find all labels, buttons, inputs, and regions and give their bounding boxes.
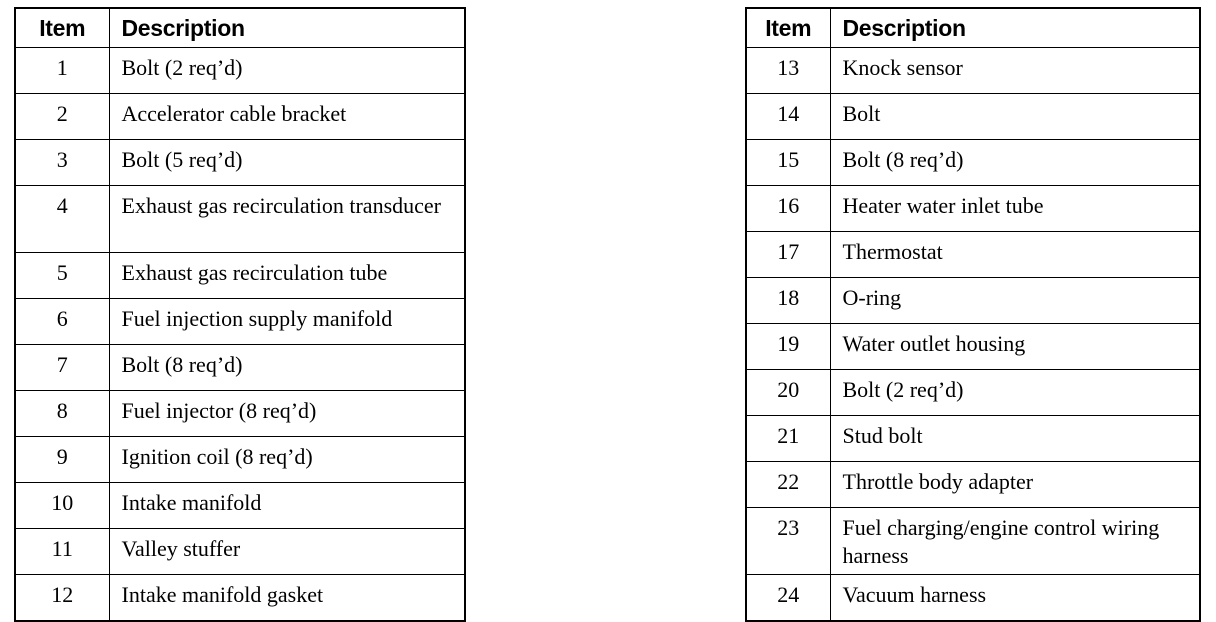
table-row: [746, 462, 1200, 508]
item-number-cell: 18: [746, 278, 830, 324]
item-description-cell: Knock sensor: [830, 48, 1200, 94]
item-number-cell: 11: [15, 529, 109, 575]
item-description-cell: Bolt (2 req’d): [830, 370, 1200, 416]
item-number-cell: 9: [15, 437, 109, 483]
item-column-header: Item: [15, 8, 109, 48]
table-row: [15, 94, 465, 140]
description-column-header: Description: [830, 8, 1200, 48]
table-row: [15, 575, 465, 622]
item-number-cell: 5: [15, 253, 109, 299]
table-row: [15, 186, 465, 253]
item-number-cell: 7: [15, 345, 109, 391]
table-row: [15, 140, 465, 186]
item-description-cell: Ignition coil (8 req’d): [109, 437, 465, 483]
item-description-cell: Vacuum harness: [830, 575, 1200, 622]
table-row: [15, 391, 465, 437]
item-description-cell: Fuel injection supply manifold: [109, 299, 465, 345]
item-description-cell: Stud bolt: [830, 416, 1200, 462]
parts-table-left-body: [15, 48, 465, 622]
parts-table-right: [745, 7, 1201, 622]
item-number-cell: 1: [15, 48, 109, 94]
item-description-cell: Thermostat: [830, 232, 1200, 278]
table-row: [15, 437, 465, 483]
item-number-cell: 4: [15, 186, 109, 253]
item-description-cell: Accelerator cable bracket: [109, 94, 465, 140]
item-description-cell: Exhaust gas recirculation transducer: [109, 186, 465, 253]
item-number-cell: 14: [746, 94, 830, 140]
table-header-row: [746, 8, 1200, 48]
item-number-cell: 12: [15, 575, 109, 622]
item-number-cell: 3: [15, 140, 109, 186]
table-row: [15, 48, 465, 94]
item-column-header: Item: [746, 8, 830, 48]
table-row: [15, 345, 465, 391]
item-number-cell: 22: [746, 462, 830, 508]
parts-table-left: [14, 7, 466, 622]
item-number-cell: 21: [746, 416, 830, 462]
item-number-cell: 19: [746, 324, 830, 370]
table-row: [15, 483, 465, 529]
item-number-cell: 17: [746, 232, 830, 278]
item-description-cell: Bolt (8 req’d): [109, 345, 465, 391]
table-row: [746, 232, 1200, 278]
table-row: [746, 94, 1200, 140]
table-row: [746, 370, 1200, 416]
parts-table-right-body: [746, 48, 1200, 622]
item-description-cell: Bolt (2 req’d): [109, 48, 465, 94]
item-number-cell: 2: [15, 94, 109, 140]
item-description-cell: Intake manifold: [109, 483, 465, 529]
item-description-cell: Bolt (5 req’d): [109, 140, 465, 186]
table-row: [746, 48, 1200, 94]
item-number-cell: 15: [746, 140, 830, 186]
item-number-cell: 13: [746, 48, 830, 94]
table-row: [746, 278, 1200, 324]
item-description-cell: Water outlet housing: [830, 324, 1200, 370]
item-description-cell: Heater water inlet tube: [830, 186, 1200, 232]
item-description-cell: O-ring: [830, 278, 1200, 324]
item-number-cell: 23: [746, 508, 830, 575]
table-row: [746, 508, 1200, 575]
table-row: [746, 186, 1200, 232]
table-row: [746, 416, 1200, 462]
table-header-row: [15, 8, 465, 48]
table-row: [15, 299, 465, 345]
item-description-cell: Throttle body adapter: [830, 462, 1200, 508]
item-description-cell: Fuel charging/engine control wiring harness: [830, 508, 1200, 575]
description-column-header: Description: [109, 8, 465, 48]
item-description-cell: Intake manifold gasket: [109, 575, 465, 622]
item-number-cell: 8: [15, 391, 109, 437]
item-description-cell: Valley stuffer: [109, 529, 465, 575]
table-row: [746, 140, 1200, 186]
item-description-cell: Fuel injector (8 req’d): [109, 391, 465, 437]
item-number-cell: 6: [15, 299, 109, 345]
table-row: [15, 529, 465, 575]
item-number-cell: 10: [15, 483, 109, 529]
item-number-cell: 24: [746, 575, 830, 622]
table-row: [15, 253, 465, 299]
table-row: [746, 324, 1200, 370]
item-number-cell: 20: [746, 370, 830, 416]
item-description-cell: Exhaust gas recirculation tube: [109, 253, 465, 299]
table-row: [746, 575, 1200, 622]
item-description-cell: Bolt: [830, 94, 1200, 140]
item-number-cell: 16: [746, 186, 830, 232]
item-description-cell: Bolt (8 req’d): [830, 140, 1200, 186]
